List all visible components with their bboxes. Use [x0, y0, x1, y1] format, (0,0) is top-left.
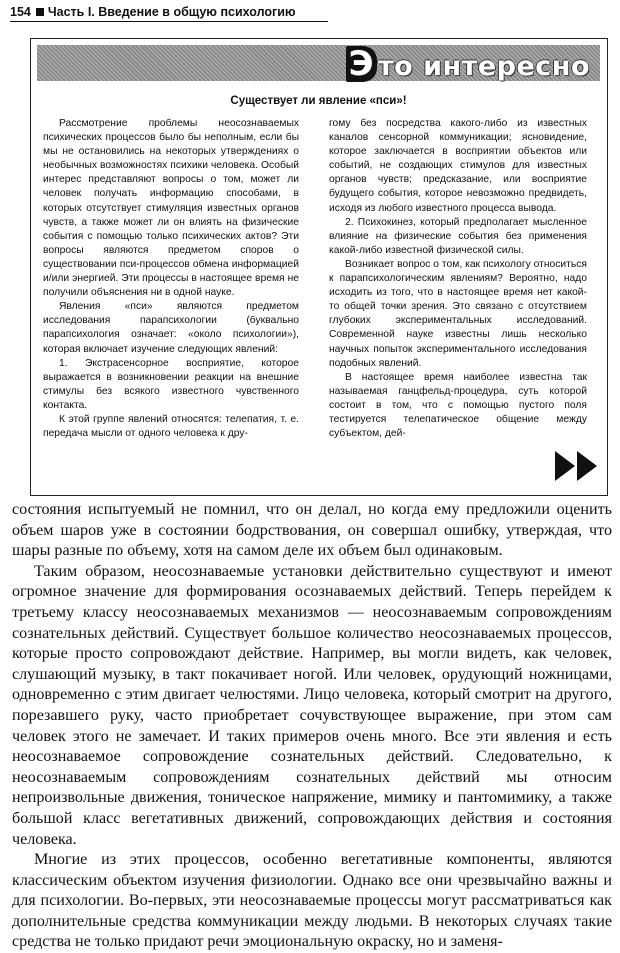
- sidebar-paragraph: 1. Экстрасенсорное восприятие, которое выражается в возникновении реакции на внешние стимулы без всякого известного чувственного контакта.: [43, 357, 299, 411]
- sidebar-box: [30, 38, 608, 496]
- running-title: Часть I. Введение в общую психологию: [47, 5, 296, 19]
- page-number: 154: [10, 5, 31, 19]
- banner-rest: то интересно: [378, 51, 590, 82]
- sidebar-banner: [37, 44, 600, 84]
- banner-initial: Э: [346, 46, 377, 82]
- square-bullet-icon: [36, 8, 44, 16]
- sidebar-continuation: гому без посредства какого-либо из известных каналов сенсорной коммуникации; ясновидение, которое заключается в восприятии объектов или событий, не создающих стимулов для известных органов чувств; предсказание, или восприятие будущего события, которое невозможно предвидеть, исходя из любого известного процесса вывода.: [329, 118, 587, 214]
- sidebar-paragraph: Рассмотрение проблемы неосознаваемых психических процессов было бы неполным, если бы мы не остановились на некоторых утверждениях о необычных возможностях психики человека. Особый интерес представляют вопросы о том, может ли человек получать информацию способами, в которых отсутствует стимуляция известных органов чувств, а также может ли он влиять на физические события с помощью только психических актов? Эти вопросы являются предметом споров о существовании пси-процессов обмена информацией и/или энергией. Эти процессы в настоящее время не получили объяснения ни в одной науке.: [43, 118, 299, 299]
- main-paragraph: Таким образом, неосознаваемые установки действительно существуют и имеют огромное значение для формирования осознаваемых действий. Теперь перейдем к третьему классу неосознаваемых механизмов — неосознаваемым сопровождениям сознательных действий. Существует большое количество неосознаваемых процессов, которые просто сопровождают действие. Например, вы могли видеть, как человек, слушающий музыку, в такт покачивает ногой. Или человек, орудующий ножницами, одновременно с этим двигает челюстями. Лицо человека, который смотрит на другого, порезавшего руку, часто приобретает сочувствующее выражение, при этом сам человек этого не замечает. И таких примеров очень много. Все эти явления и есть неосознаваемое сопровождение сознательных действий. Следовательно, к неосознаваемым сопровождениям сознательных действий мы относим непроизвольные движения, тоническое напряжение, мимику и пантомимику, а также большой класс вегетативных движений, сопровождающих действия и состояния человека.: [12, 562, 612, 848]
- main-body-text: [12, 500, 612, 953]
- sidebar-paragraph: В настоящее время наиболее известна так называемая ганцфельд-процедура, суть которой состоит в том, что с помощью пустого поля тестируется телепатическое общение между субъектом, дей-: [329, 371, 587, 440]
- main-continuation: состояния испытуемый не помнил, что он делал, но когда ему предложили оценить объем шаров уже в состоянии бодрствования, он совершал ошибку, утверждая, что шары разные по объему, хотя на самом деле их объем был одинаковым.: [12, 501, 612, 560]
- sidebar-title: Существует ли явление «пси»!: [230, 95, 407, 107]
- sidebar-paragraph: К этой группе явлений относятся: телепатия, т. е. передача мысли от одного человека к дру-: [43, 413, 299, 440]
- sidebar-paragraph: Возникает вопрос о том, как психологу относиться к парапсихологическим явлениям? Вероятно, надо исходить из того, что в настоящее время нет какой-то общей точки зрения. Это связано с отсутствием глубоких экспериментальных исследований. Современной науке известны лишь несколько научных попыток экспериментального исследования подобных явлений.: [329, 258, 587, 369]
- banner-heading: [346, 44, 590, 84]
- sidebar-left-column: [43, 117, 299, 441]
- sidebar-paragraph: 2. Психокинез, который предполагает мысленное влияние на физические события без применения какой-либо известной физической силы.: [329, 216, 587, 256]
- sidebar-paragraph: Явления «пси» являются предметом исследования парапсихологии (буквально парапсихология означает: «около психологии»), которая включает изучение следующих явлений:: [43, 301, 299, 355]
- main-paragraph: Многие из этих процессов, особенно вегетативные компоненты, являются классическим объектом изучения физиологии. Однако все они чрезвычайно важны и для психологии. Во-первых, эти неосознаваемые процессы могут рассматриваться как дополнительные средства коммуникации между людьми. В некоторых случаях такие средства не только придают речи эмоциональную окраску, но и заменя-: [12, 851, 612, 951]
- sidebar-right-column: [329, 117, 587, 441]
- running-head: [10, 4, 328, 22]
- double-arrow-right-icon: [555, 449, 599, 483]
